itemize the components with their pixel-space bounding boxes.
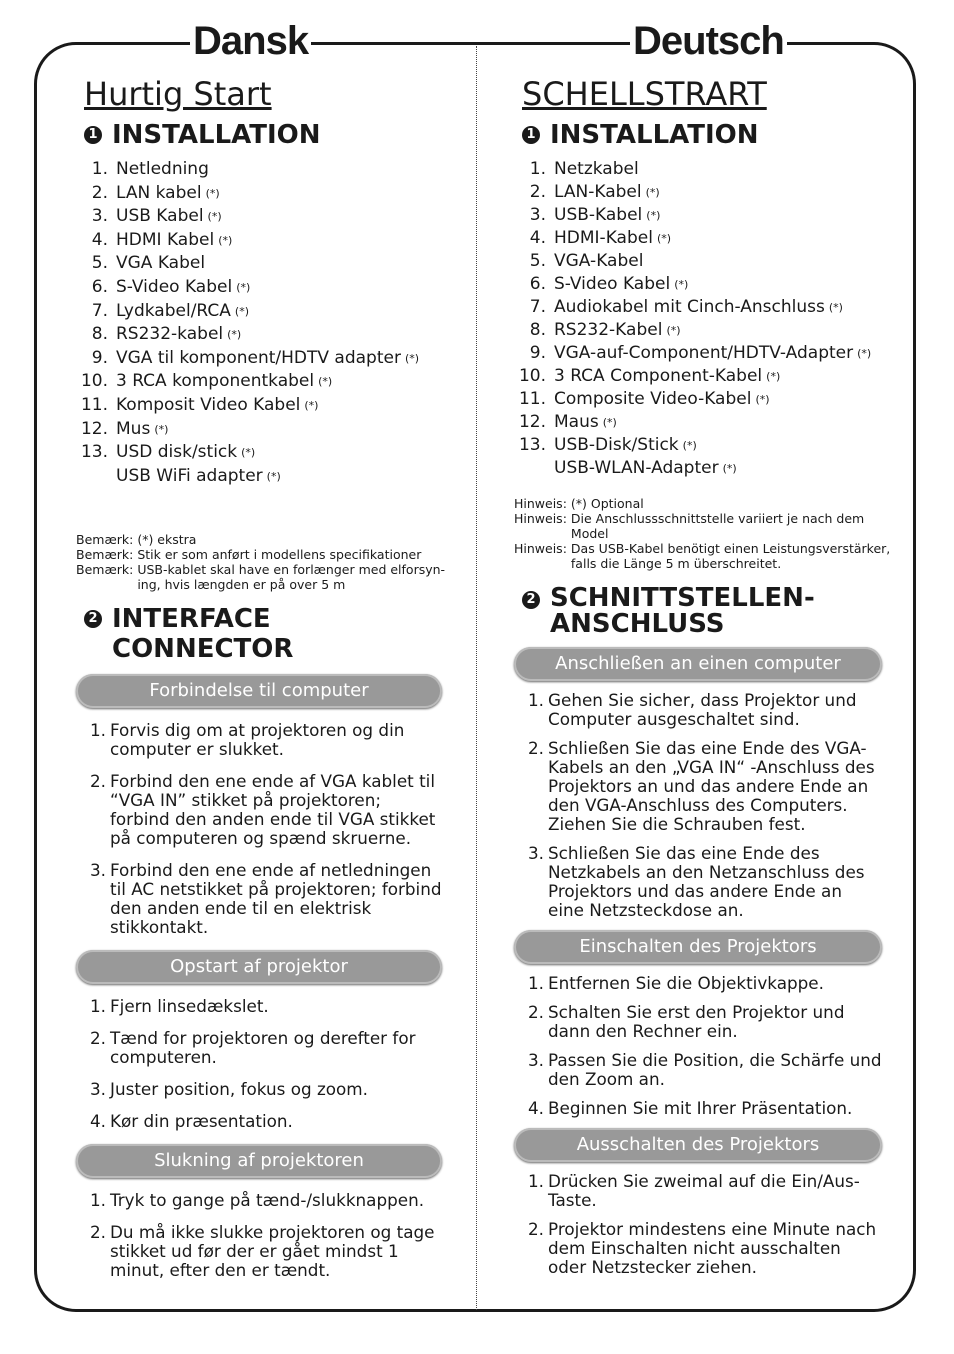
item-text: LAN kabel: [116, 182, 202, 203]
optional-mark: (*): [656, 232, 672, 245]
list-item: [76, 465, 454, 489]
step-number: 2.: [90, 771, 107, 792]
interface-heading: [84, 604, 454, 664]
item-text: Maus: [554, 412, 599, 432]
note-label: Hinweis:: [514, 496, 567, 511]
step-text: Gehen Sie sicher, dass Projektor und Computer ausgeschaltet sind.: [548, 690, 857, 729]
item-text: Lydkabel/RCA: [116, 300, 231, 321]
list-item: [514, 411, 892, 434]
item-number: 1.: [529, 159, 546, 179]
optional-mark: (*): [645, 186, 660, 199]
step-number: 3.: [528, 843, 545, 863]
subsection-header-3: Slukning af projektoren: [76, 1144, 442, 1178]
step-number: 1.: [528, 973, 545, 993]
item-text: USB Kabel: [116, 206, 204, 227]
steps-list: [76, 1191, 442, 1280]
optional-mark: (*): [234, 304, 249, 318]
note-row: [514, 511, 899, 541]
step-text: Schließen Sie das eine Ende des Netzkabels an den Netzanschluss des Projektors und das andere Ende an eine Netzsteckdose an.: [548, 843, 865, 920]
language-title-danish: Dansk: [190, 18, 311, 64]
note-text: (*) ekstra: [137, 532, 197, 548]
item-text: VGA til komponent/HDTV adapter: [116, 347, 401, 368]
package-contents-list: [514, 158, 892, 480]
item-text: Audiokabel mit Cinch-Anschluss: [554, 297, 825, 317]
item-number: 12.: [518, 412, 546, 432]
interface-label: SCHNITTSTELLEN-ANSCHLUSS: [550, 583, 815, 639]
step-text: Forbind den ene ende af netledningen til AC netstikket på projektoren; forbind den anden ende til en elektrisk stikkontakt.: [110, 860, 442, 938]
item-number: 8.: [529, 320, 546, 340]
step-number: 1.: [90, 720, 107, 741]
list-item: [514, 342, 892, 365]
note-label: Hinweis:: [514, 511, 567, 526]
optional-mark: (*): [674, 278, 689, 291]
subsection-header-2: Einschalten des Projektors: [514, 930, 882, 964]
item-text: S-Video Kabel: [554, 274, 671, 294]
item-text: HDMI-Kabel: [554, 228, 653, 248]
step-number: 3.: [90, 1079, 107, 1100]
list-item: [76, 370, 454, 394]
step-text: Juster position, fokus og zoom.: [110, 1079, 368, 1100]
step-text: Drücken Sie zweimal auf die Ein/Aus-Taste.: [548, 1171, 860, 1210]
note-row: [76, 562, 456, 592]
list-item: [514, 181, 892, 204]
item-text: Netzkabel: [554, 159, 639, 179]
step-text: Kør din præsentation.: [110, 1111, 293, 1132]
item-number: 11.: [80, 394, 108, 415]
list-item: [76, 441, 454, 465]
step-text: Schalten Sie erst den Projektor und dann den Rechner ein.: [548, 1002, 845, 1041]
optional-mark: (*): [236, 280, 251, 294]
item-text: S-Video Kabel: [116, 276, 233, 297]
note-row: [76, 547, 456, 562]
list-item: [514, 319, 892, 342]
optional-mark: (*): [318, 375, 333, 389]
note-text: (*) Optional: [570, 496, 644, 511]
list-item: [76, 347, 454, 371]
list-item: [76, 276, 454, 300]
step-item: [90, 861, 442, 937]
step-number: 1.: [90, 1190, 107, 1211]
item-number: 13.: [518, 435, 546, 455]
quick-start-title: Hurtig Start: [84, 75, 272, 113]
step-number: 2.: [528, 1002, 545, 1022]
item-number: 1.: [91, 159, 108, 179]
item-text: 3 RCA komponentkabel: [116, 371, 315, 392]
step-item: [90, 997, 442, 1016]
step-number: 1.: [528, 690, 545, 710]
item-number: 10.: [80, 371, 108, 392]
optional-mark: (*): [828, 301, 843, 314]
item-number: 3.: [529, 205, 546, 225]
step-number: 1.: [528, 1171, 545, 1191]
item-number: 7.: [91, 300, 108, 321]
list-item: [76, 300, 454, 324]
list-item: [514, 457, 892, 480]
list-item: [514, 204, 892, 227]
step-number: 3.: [528, 1050, 545, 1070]
note-row: [514, 496, 899, 511]
step-number: 2.: [528, 1219, 545, 1239]
item-number: 2.: [529, 182, 546, 202]
step-text: Projektor mindestens eine Minute nach dem Einschalten nicht ausschalten oder Netzstecker ziehen.: [548, 1219, 877, 1277]
note-text: Die Anschlussschnittstelle variiert je nach dem Model: [570, 511, 865, 541]
steps-list: [76, 997, 442, 1131]
item-number: 7.: [529, 297, 546, 317]
item-text: RS232-Kabel: [554, 320, 663, 340]
step-number: 3.: [90, 860, 107, 881]
item-text: Composite Video-Kabel: [554, 389, 752, 409]
optional-mark: (*): [227, 328, 242, 342]
item-text: 3 RCA Component-Kabel: [554, 366, 763, 386]
list-item: [76, 229, 454, 253]
step-text: Schließen Sie das eine Ende des VGA-Kabels an den „VGA IN“ -Anschluss des Projektors an und das andere Ende an den VGA-Anschluss des Computers. Ziehen Sie die Schrauben fest.: [548, 738, 875, 834]
item-number: 9.: [529, 343, 546, 363]
note-label: Bemærk:: [76, 532, 134, 548]
optional-mark: (*): [857, 347, 872, 360]
list-item: [514, 250, 892, 273]
notes: [514, 496, 899, 571]
interface-heading: [522, 585, 892, 637]
item-number: 8.: [91, 324, 108, 345]
step-item: [528, 1003, 882, 1041]
package-contents-list: [76, 158, 454, 488]
column-divider: [476, 46, 477, 1310]
step-item: [528, 691, 882, 729]
installation-label: INSTALLATION: [550, 120, 759, 150]
item-text: USB-Kabel: [554, 205, 643, 225]
optional-mark: (*): [404, 351, 420, 365]
item-number: 3.: [91, 206, 108, 227]
step-text: Forbind den ene ende af VGA kablet til “VGA IN” stikket på projektoren; forbind den anden ende til VGA stikket på computeren og spænd skruerne.: [110, 771, 436, 849]
item-text: USB-WLAN-Adapter: [554, 458, 719, 478]
step-item: [90, 1191, 442, 1210]
step-text: Beginnen Sie mit Ihrer Präsentation.: [548, 1098, 853, 1118]
list-item: [76, 205, 454, 229]
list-item: [514, 365, 892, 388]
interface-sections: [514, 647, 882, 1277]
item-number: 6.: [529, 274, 546, 294]
list-item: [76, 418, 454, 442]
item-number: 12.: [80, 418, 108, 439]
german-column: [514, 74, 892, 1287]
section-number-badge: 2: [84, 610, 102, 628]
item-number: 5.: [91, 253, 108, 274]
item-number: 9.: [91, 347, 108, 368]
step-number: 1.: [90, 996, 107, 1017]
step-number: 4.: [528, 1098, 545, 1118]
step-item: [90, 1112, 442, 1131]
step-item: [90, 721, 442, 759]
list-item: [514, 158, 892, 181]
list-item: [514, 388, 892, 411]
steps-list: [514, 691, 882, 920]
item-text: VGA Kabel: [116, 253, 206, 274]
optional-mark: (*): [304, 398, 319, 412]
optional-mark: (*): [682, 439, 697, 452]
item-text: Mus: [116, 418, 151, 439]
subsection-header-2: Opstart af projektor: [76, 950, 442, 984]
list-item: [76, 182, 454, 206]
step-item: [90, 1080, 442, 1099]
item-text: USD disk/stick: [116, 442, 238, 463]
item-text: HDMI Kabel: [116, 229, 215, 250]
item-number: 4.: [91, 229, 108, 250]
list-item: [514, 227, 892, 250]
item-text: VGA-auf-Component/HDTV-Adapter: [554, 343, 854, 363]
note-label: Bemærk:: [76, 562, 134, 578]
list-item: [76, 252, 454, 276]
item-text: USB-Disk/Stick: [554, 435, 679, 455]
step-text: Fjern linsedækslet.: [110, 996, 269, 1017]
item-text: USB WiFi adapter: [116, 465, 263, 486]
optional-mark: (*): [205, 186, 220, 200]
item-text: Komposit Video Kabel: [116, 394, 301, 415]
steps-list: [514, 1172, 882, 1277]
list-item: [514, 434, 892, 457]
step-text: Tænd for projektoren og derefter for computeren.: [110, 1028, 416, 1068]
note-row: [514, 541, 899, 571]
danish-column: [76, 74, 454, 1293]
step-text: Forvis dig om at projektoren og din computer er slukket.: [110, 720, 405, 760]
section-number-badge: 2: [522, 591, 540, 609]
step-text: Entfernen Sie die Objektivkappe.: [548, 973, 824, 993]
step-number: 4.: [90, 1111, 107, 1132]
optional-mark: (*): [154, 422, 169, 436]
optional-mark: (*): [666, 324, 681, 337]
optional-mark: (*): [722, 462, 737, 475]
note-text: Stik er som anført i modellens specifikationer: [137, 547, 422, 563]
step-number: 2.: [90, 1028, 107, 1049]
optional-mark: (*): [207, 210, 222, 224]
item-text: Netledning: [116, 159, 209, 179]
item-number: 6.: [91, 276, 108, 297]
optional-mark: (*): [218, 233, 233, 247]
note-text: USB-kablet skal have en forlænger med elforsyn-ing, hvis længden er på over 5 m: [137, 562, 446, 593]
note-label: Bemærk:: [76, 547, 134, 563]
item-text: LAN-Kabel: [554, 182, 642, 202]
item-number: 5.: [529, 251, 546, 271]
step-number: 2.: [528, 738, 545, 758]
optional-mark: (*): [646, 209, 661, 222]
step-text: Passen Sie die Position, die Schärfe und den Zoom an.: [548, 1050, 882, 1089]
step-item: [528, 739, 882, 834]
item-number: [514, 457, 546, 480]
optional-mark: (*): [766, 370, 781, 383]
step-item: [528, 1099, 882, 1118]
language-title-german: Deutsch: [630, 18, 787, 64]
step-item: [90, 1223, 442, 1280]
optional-mark: (*): [602, 416, 617, 429]
section-number-badge: 1: [522, 126, 540, 144]
subsection-header-1: Forbindelse til computer: [76, 674, 442, 708]
item-number: [76, 465, 108, 489]
installation-heading: [522, 120, 892, 150]
note-label: Hinweis:: [514, 541, 567, 556]
step-text: Tryk to gange på tænd-/slukknappen.: [110, 1190, 425, 1211]
list-item: [514, 296, 892, 319]
list-item: [76, 323, 454, 347]
subsection-header-3: Ausschalten des Projektors: [514, 1128, 882, 1162]
optional-mark: (*): [241, 446, 256, 460]
installation-heading: [84, 120, 454, 150]
steps-list: [76, 721, 442, 937]
item-number: 4.: [529, 228, 546, 248]
step-item: [528, 844, 882, 920]
step-text: Du må ikke slukke projektoren og tage stikket ud før der er gået mindst 1 minut, efter den er tændt.: [110, 1222, 435, 1281]
item-number: 10.: [518, 366, 546, 386]
list-item: [514, 273, 892, 296]
note-text: Das USB-Kabel benötigt einen Leistungsverstärker, falls die Länge 5 m überschreitet.: [570, 541, 891, 571]
item-text: VGA-Kabel: [554, 251, 644, 271]
item-text: RS232-kabel: [116, 324, 224, 345]
step-item: [90, 772, 442, 848]
item-number: 11.: [518, 389, 546, 409]
installation-label: INSTALLATION: [112, 120, 321, 150]
list-item: [76, 158, 454, 182]
quick-start-title: SCHELLSTRART: [522, 75, 767, 113]
step-item: [528, 1220, 882, 1277]
item-number: 13.: [80, 442, 108, 463]
list-item: [76, 394, 454, 418]
step-item: [528, 1172, 882, 1210]
item-number: 2.: [91, 182, 108, 203]
section-number-badge: 1: [84, 126, 102, 144]
optional-mark: (*): [755, 393, 770, 406]
step-item: [90, 1029, 442, 1067]
step-item: [528, 1051, 882, 1089]
interface-label: INTERFACE CONNECTOR: [112, 604, 294, 665]
subsection-header-1: Anschließen an einen computer: [514, 647, 882, 681]
optional-mark: (*): [266, 469, 281, 483]
note-row: [76, 532, 456, 547]
step-number: 2.: [90, 1222, 107, 1243]
interface-sections: [76, 674, 442, 1280]
notes: [76, 532, 456, 592]
step-item: [528, 974, 882, 993]
steps-list: [514, 974, 882, 1118]
